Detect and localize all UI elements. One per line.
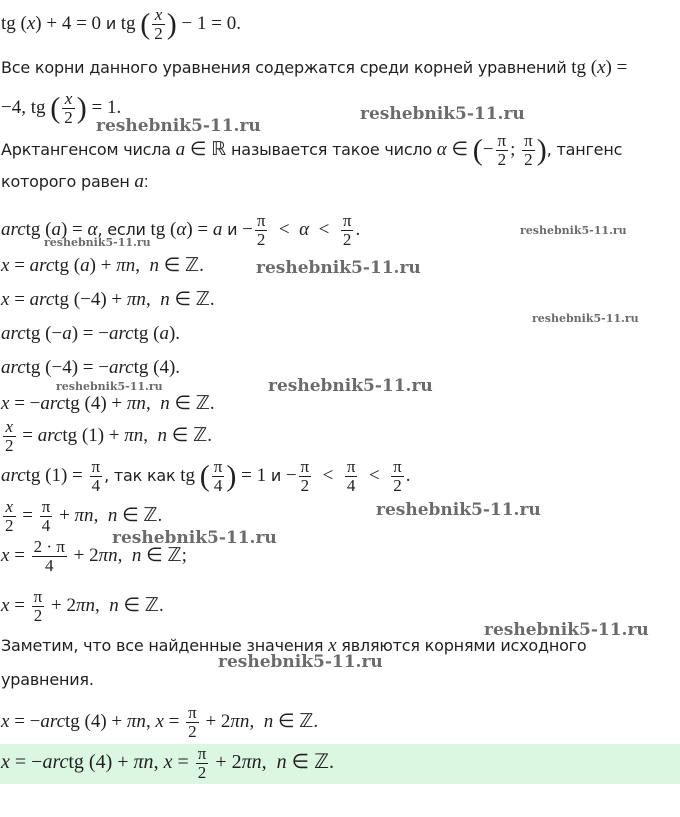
watermark: reshebnik5-11.ru	[96, 116, 261, 136]
first-root-series: x = −arctg (4) + πn, n ∈ ℤ.	[1, 393, 215, 414]
answer-line: x = −arctg (4) + πn, x = $\frac{\pi}{2}$ + 2πn, n ∈ ℤ.	[1, 744, 334, 782]
x-multiplied: x = $\frac{2 \cdot \pi}{4}$ + 2πn, n ∈ ℤ;	[1, 537, 187, 575]
watermark: reshebnik5-11.ru	[268, 376, 433, 396]
watermark: reshebnik5-11.ru	[44, 236, 151, 249]
watermark: reshebnik5-11.ru	[56, 380, 163, 393]
solution-minus-4: x = arctg (−4) + πn, n ∈ ℤ.	[1, 289, 215, 310]
definition-line: Арктангенсом числа a ∈ ℝ называется такое число α ∈ (− $\frac{\pi}{2}$ ; $\frac{\pi}{2}$ ), тангенс	[1, 131, 623, 169]
watermark: reshebnik5-11.ru	[376, 500, 541, 520]
intro-line: Все корни данного уравнения содержатся среди корней уравнений tg (x) =	[1, 57, 628, 78]
watermark: reshebnik5-11.ru	[112, 528, 277, 548]
arctg-definition: arctg (a) = α, если tg (α) = a и − $\frac{\pi}{2}$ < α < $\frac{\pi}{2}$ .	[1, 211, 361, 249]
watermark: reshebnik5-11.ru	[484, 620, 649, 640]
half-x-solution: $\frac{x}{2}$ = $\frac{\pi}{4}$ + πn, n ∈ ℤ.	[5, 497, 163, 535]
equation-line-1: tg (x) + 4 = 0 и tg ( $\frac{x}{2}$ ) − 1 = 0.	[1, 5, 241, 43]
arctg-1-line: arctg (1) = $\frac{\pi}{4}$ , так как tg ( $\frac{\pi}{4}$ ) = 1 и − $\frac{\pi}{2}$ < $\frac{\pi}{4}$ < $\frac{\pi}{2}$ .	[1, 457, 411, 495]
definition-line-2: которого равен a:	[1, 171, 149, 192]
odd-property: arctg (−a) = −arctg (a).	[1, 323, 181, 344]
note-line: Заметим, что все найденные значения x являются корнями исходного	[1, 635, 587, 656]
watermark: reshebnik5-11.ru	[218, 652, 383, 672]
intro-equations: −4, tg ( $\frac{x}{2}$ ) = 1.	[1, 89, 122, 127]
half-x-equation: $\frac{x}{2}$ = arctg (1) + πn, n ∈ ℤ.	[5, 417, 212, 455]
second-root-series: x = $\frac{\pi}{2}$ + 2πn, n ∈ ℤ.	[1, 587, 164, 625]
watermark: reshebnik5-11.ru	[360, 104, 525, 124]
watermark: reshebnik5-11.ru	[256, 258, 421, 278]
general-solution: x = arctg (a) + πn, n ∈ ℤ.	[1, 255, 204, 276]
odd-property-4: arctg (−4) = −arctg (4).	[1, 357, 181, 378]
watermark: reshebnik5-11.ru	[520, 224, 627, 237]
watermark: reshebnik5-11.ru	[532, 312, 639, 325]
note-line-2: уравнения.	[1, 670, 94, 689]
final-roots: x = −arctg (4) + πn, x = $\frac{\pi}{2}$ + 2πn, n ∈ ℤ.	[1, 703, 319, 741]
